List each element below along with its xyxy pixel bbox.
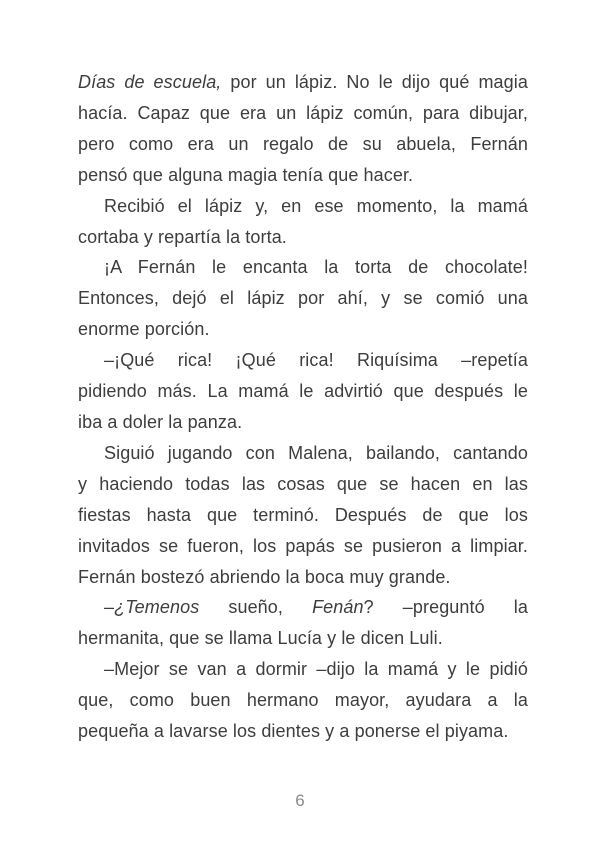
- text-run: enorme porción.: [78, 319, 210, 340]
- italic-text-run: Días de escuela,: [78, 72, 222, 92]
- text-run: pensó que alguna magia tenía que hacer.: [78, 164, 414, 185]
- text-run: Fernán bostezó abriendo la boca muy grande.: [78, 566, 451, 587]
- text-line: [78, 685, 528, 716]
- text-run: –: [104, 597, 115, 618]
- text-run: ? –preguntó la: [363, 597, 528, 618]
- text-run: –Mejor se van a dormir –dijo la mamá y le pidió: [104, 659, 528, 680]
- italic-text-run: Fenán: [312, 597, 364, 618]
- text-run: –¡Qué rica! ¡Qué rica! Riquísima –repetía: [104, 350, 528, 371]
- text-line: [78, 716, 528, 747]
- text-run: Entonces, dejó el lápiz por ahí, y se comió una: [78, 288, 528, 309]
- text-line: [78, 222, 528, 253]
- text-line: [78, 129, 528, 160]
- text-run: fiestas hasta que terminó. Después de que los: [78, 504, 528, 525]
- text-line: [78, 562, 528, 593]
- text-line: [78, 67, 528, 98]
- text-line: [78, 314, 528, 345]
- text-line: [78, 654, 528, 685]
- text-run: pidiendo más. La mamá le advirtió que después le: [78, 381, 528, 402]
- text-line: [78, 500, 528, 531]
- text-run: ¡A Fernán le encanta la torta de chocolate!: [104, 257, 528, 278]
- text-line: [78, 160, 528, 191]
- text-run: que, como buen hermano mayor, ayudara a la: [78, 690, 528, 711]
- text-run: pero como era un regalo de su abuela, Fernán: [78, 133, 528, 154]
- page-number: 6: [295, 791, 305, 810]
- text-line: [78, 531, 528, 562]
- text-line: [78, 252, 528, 283]
- text-run: hacía. Capaz que era un lápiz común, para dibujar,: [78, 102, 528, 123]
- text-run: iba a doler la panza.: [78, 411, 243, 432]
- text-run: Siguió jugando con Malena, bailando, cantando: [104, 442, 528, 463]
- text-line: [78, 191, 528, 222]
- text-run: por un lápiz. No le dijo qué magia: [221, 72, 528, 92]
- text-run: cortaba y repartía la torta.: [78, 226, 287, 247]
- text-line: [78, 592, 528, 623]
- text-run: y haciendo todas las cosas que se hacen en las: [78, 473, 528, 494]
- text-run: invitados se fueron, los papás se pusieron a limpiar.: [78, 535, 528, 556]
- text-run: sueño,: [199, 597, 313, 618]
- text-line: [78, 407, 528, 438]
- text-line: [78, 283, 528, 314]
- text-line: [78, 438, 528, 469]
- text-line: [78, 98, 528, 129]
- text-line: [78, 469, 528, 500]
- text-line: [78, 376, 528, 407]
- text-line: [78, 623, 528, 654]
- text-run: pequeña a lavarse los dientes y a ponerse el piyama.: [78, 721, 509, 742]
- text-run: Recibió el lápiz y, en ese momento, la mamá: [104, 195, 528, 216]
- text-line: [78, 345, 528, 376]
- italic-text-run: ¿Temenos: [114, 597, 200, 618]
- text-run: hermanita, que se llama Lucía y le dicen Luli.: [78, 628, 443, 649]
- page-text: [78, 67, 528, 747]
